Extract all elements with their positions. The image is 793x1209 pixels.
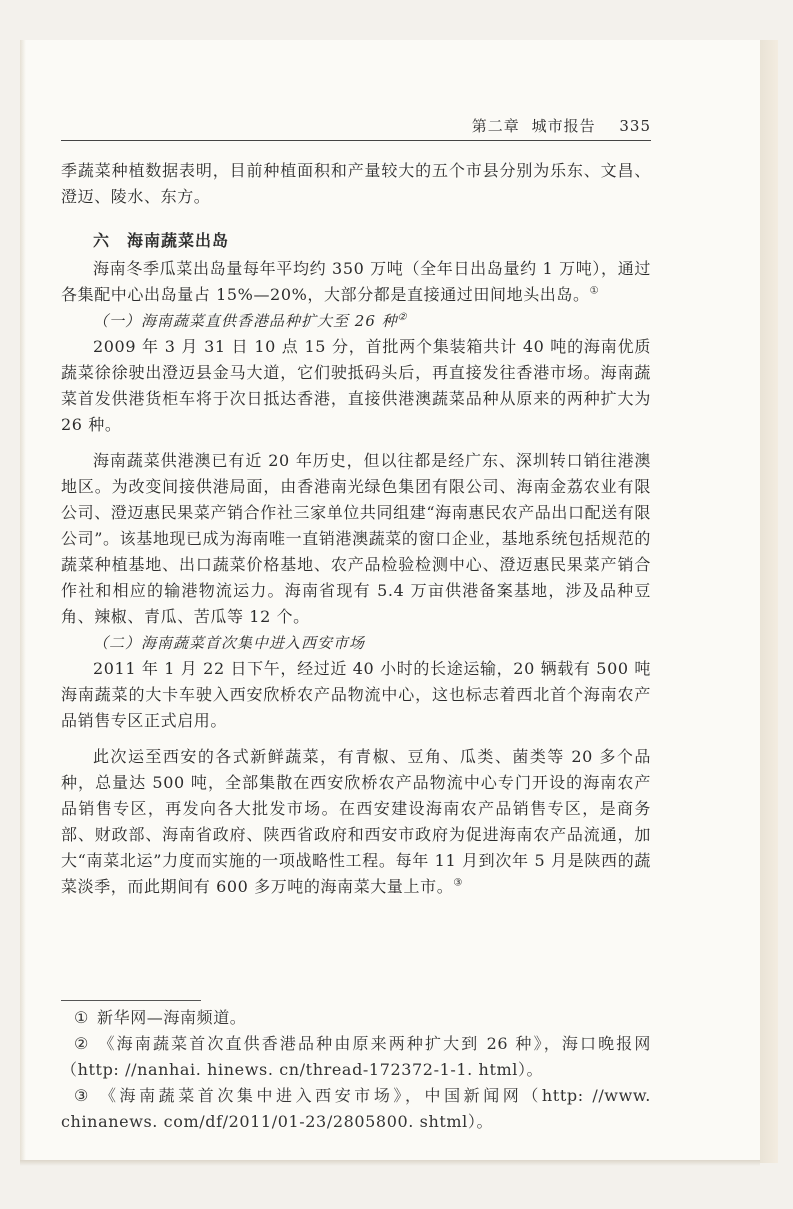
- footnote-2-text: 《海南蔬菜首次直供香港品种由原来两种扩大到 26 种》，海口晚报网（http: //nanhai. hinews. cn/thread-172372-1-1. html）。: [61, 1034, 651, 1079]
- page-edge: [760, 40, 778, 1163]
- footnote-rule: [61, 1000, 201, 1001]
- footnote-1: [61, 1005, 651, 1031]
- sub2-paragraph-1: 2011 年 1 月 22 日下午，经过近 40 小时的长途运输，20 辆载有 500 吨海南蔬菜的大卡车驶入西安欣桥农产品物流中心，这也标志着西北首个海南农产品销售专区正式启用。: [61, 659, 651, 730]
- footnote-ref-3: ③: [453, 877, 463, 889]
- sub1-paragraph-2: 海南蔬菜供港澳已有近 20 年历史，但以往都是经广东、深圳转口销往港澳地区。为改变间接供港局面，由香港南光绿色集团有限公司、海南金荔农业有限公司、澄迈惠民果菜产销合作社三家单位共同组建“海南惠民农产品出口配送有限公司”。该基地现已成为海南唯一直销港澳蔬菜的窗口企业，基地系统包括规范的蔬菜种植基地、出口蔬菜价格基地、农产品检验检测中心、澄迈惠民果菜产销合作社和相应的输港物流运力。海南省现有 5.4 万亩供港备案基地，涉及品种豆角、辣椒、青瓜、苦瓜等 12 个。: [61, 451, 651, 626]
- main-text: [61, 158, 651, 900]
- header-chapter: 第二章: [471, 117, 520, 135]
- footnote-3-text: 《海南蔬菜首次集中进入西安市场》，中国新闻网（http: //www. chinanews. com/df/2011/01-23/2805800. shtml）。: [61, 1086, 651, 1131]
- subsection-heading-1: [61, 308, 651, 334]
- page-number: 335: [619, 117, 651, 135]
- footnote-ref-2: ②: [397, 312, 408, 323]
- running-header: [61, 115, 651, 139]
- subsection-heading-1-text: （一）海南蔬菜直供香港品种扩大至 26 种: [93, 312, 398, 330]
- section-paragraph: [61, 256, 651, 308]
- sub1-paragraph-1: 2009 年 3 月 31 日 10 点 15 分，首批两个集装箱共计 40 吨的海南优质蔬菜徐徐驶出澄迈县金马大道，它们驶抵码头后，再直接发往香港市场。海南蔬菜首发供港货柜车将于次日抵达香港，直接供港澳蔬菜品种从原来的两种扩大为 26 种。: [61, 337, 651, 434]
- section-heading: 六 海南蔬菜出岛: [93, 231, 230, 250]
- intro-paragraph: 季蔬菜种植数据表明，目前种植面积和产量较大的五个市县分别为乐东、文昌、澄迈、陵水、东方。: [61, 161, 651, 206]
- page-gutter-shadow: [20, 40, 26, 1163]
- footnote-1-mark: ①: [74, 1008, 89, 1027]
- footnotes: [61, 1005, 651, 1135]
- sub2-paragraph-2: [61, 744, 651, 900]
- header-rule: [61, 140, 651, 141]
- footnote-ref-1: ①: [589, 285, 600, 297]
- footnote-3-mark: ③: [74, 1086, 89, 1105]
- footnote-2: [61, 1031, 651, 1083]
- section-paragraph-text: 海南冬季瓜菜出岛量每年平均约 350 万吨（全年日出岛量约 1 万吨），通过各集配中心出岛量占 15%—20%，大部分都是直接通过田间地头出岛。: [61, 259, 651, 304]
- footnote-3: [61, 1083, 651, 1135]
- header-text: [472, 115, 651, 136]
- footnote-1-text: 新华网—海南频道。: [97, 1008, 247, 1027]
- sub2-paragraph-2-text: 此次运至西安的各式新鲜蔬菜，有青椒、豆角、瓜类、菌类等 20 多个品种，总量达 500 吨，全部集散在西安欣桥农产品物流中心专门开设的海南农产品销售专区，再发向各大批发市场。在西安建设海南农产品销售专区，是商务部、财政部、海南省政府、陕西省政府和西安市政府为促进海南农产品流通，加大“南菜北运”力度而实施的一项战略性工程。每年 11 月到次年 5 月是陕西的蔬菜淡季，而此期间有 600 多万吨的海南菜大量上市。: [61, 747, 651, 896]
- subsection-heading-2: （二）海南蔬菜首次集中进入西安市场: [93, 634, 366, 652]
- header-section: 城市报告: [531, 117, 596, 135]
- footnote-2-mark: ②: [74, 1034, 89, 1053]
- page-bottom-shadow: [20, 1160, 760, 1166]
- paragraph-gap: [61, 734, 651, 744]
- paragraph-gap: [61, 438, 651, 448]
